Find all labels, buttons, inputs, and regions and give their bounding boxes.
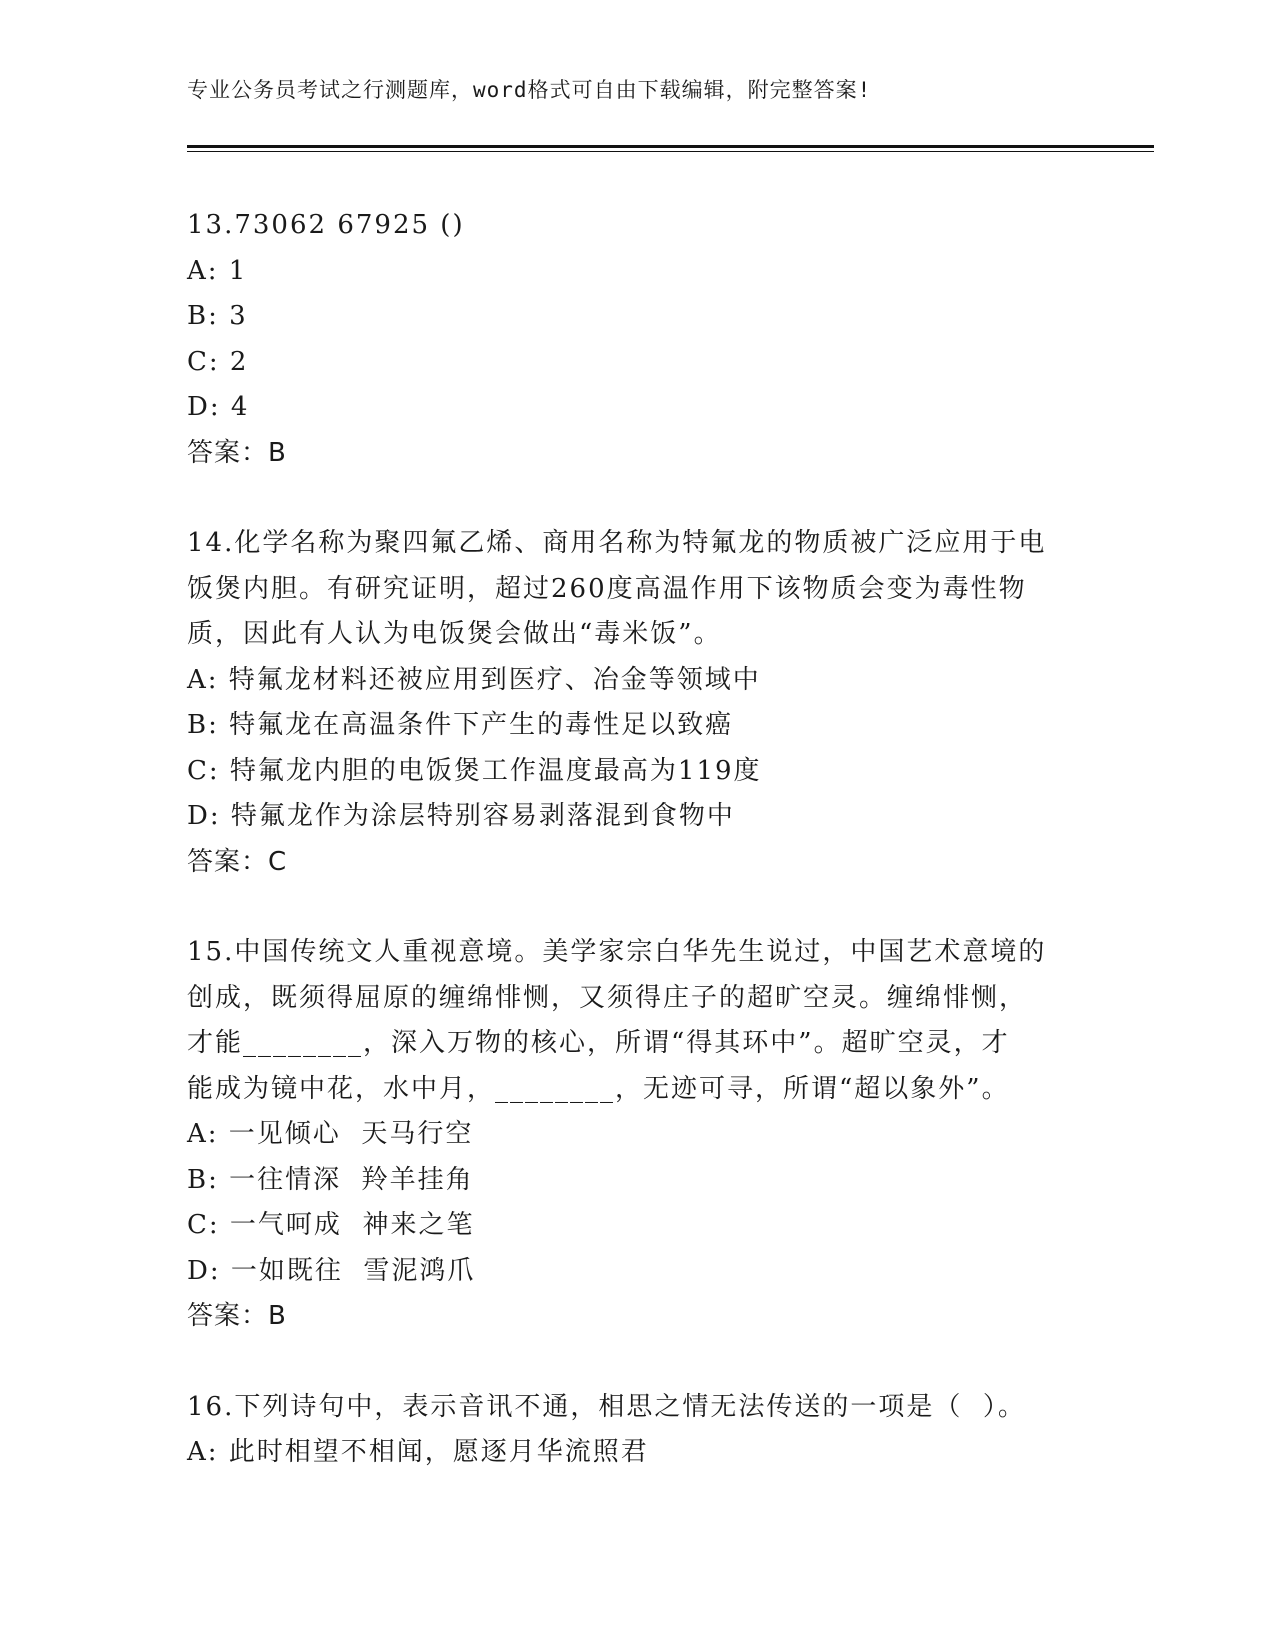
- option-b: B: 3: [187, 301, 248, 331]
- page-header: 专业公务员考试之行测题库，word格式可自由下载编辑，附完整答案!: [187, 78, 872, 102]
- option-d: D: 4: [187, 392, 250, 422]
- option-a: A: 此时相望不相闻，愿逐月华流照君: [187, 1437, 649, 1467]
- header-rule: [187, 145, 1154, 148]
- question-stem: 创成，既须得屈原的缠绵悱恻，又须得庄子的超旷空灵。缠绵悱恻，: [187, 982, 1028, 1013]
- question-13: [187, 203, 1087, 476]
- question-stem: 才能________，深入万物的核心，所谓“得其环中”。超旷空灵，才: [187, 1028, 1010, 1058]
- question-stem: 饭煲内胆。有研究证明，超过260度高温作用下该物质会变为毒性物: [187, 573, 1027, 604]
- question-stem: 质，因此有人认为电饭煲会做出“毒米饭”。: [187, 619, 722, 649]
- answer: 答案：B: [187, 437, 287, 468]
- option-c: C: 一气呵成 神来之笔: [187, 1210, 475, 1240]
- question-14: [187, 521, 1087, 885]
- option-d: D: 一如既往 雪泥鸿爪: [187, 1255, 476, 1286]
- option-a: A: 特氟龙材料还被应用到医疗、冶金等领域中: [187, 664, 761, 695]
- answer: 答案：C: [187, 846, 288, 877]
- question-15: [187, 930, 1087, 1340]
- question-stem: 13.73062 67925 (): [187, 210, 465, 240]
- question-16: [187, 1385, 1087, 1476]
- option-c: C: 特氟龙内胆的电饭煲工作温度最高为119度: [187, 755, 762, 786]
- question-stem: 16.下列诗句中，表示音讯不通，相思之情无法传送的一项是（ ）。: [187, 1391, 1026, 1422]
- option-a: A: 1: [187, 255, 248, 286]
- question-stem: 能成为镜中花，水中月，________，无迹可寻，所谓“超以象外”。: [187, 1073, 1010, 1104]
- option-d: D: 特氟龙作为涂层特别容易剥落混到食物中: [187, 801, 735, 831]
- answer: 答案：B: [187, 1301, 287, 1331]
- header-rule-thin: [187, 151, 1154, 152]
- option-b: B: 一往情深 羚羊挂角: [187, 1164, 474, 1195]
- option-b: B: 特氟龙在高温条件下产生的毒性足以致癌: [187, 710, 734, 740]
- question-stem: 15.中国传统文人重视意境。美学家宗白华先生说过，中国艺术意境的: [187, 937, 1047, 967]
- option-c: C: 2: [187, 346, 249, 377]
- option-a: A: 一见倾心 天马行空: [187, 1119, 474, 1149]
- question-list: [187, 203, 1087, 1476]
- question-stem: 14.化学名称为聚四氟乙烯、商用名称为特氟龙的物质被广泛应用于电: [187, 528, 1047, 558]
